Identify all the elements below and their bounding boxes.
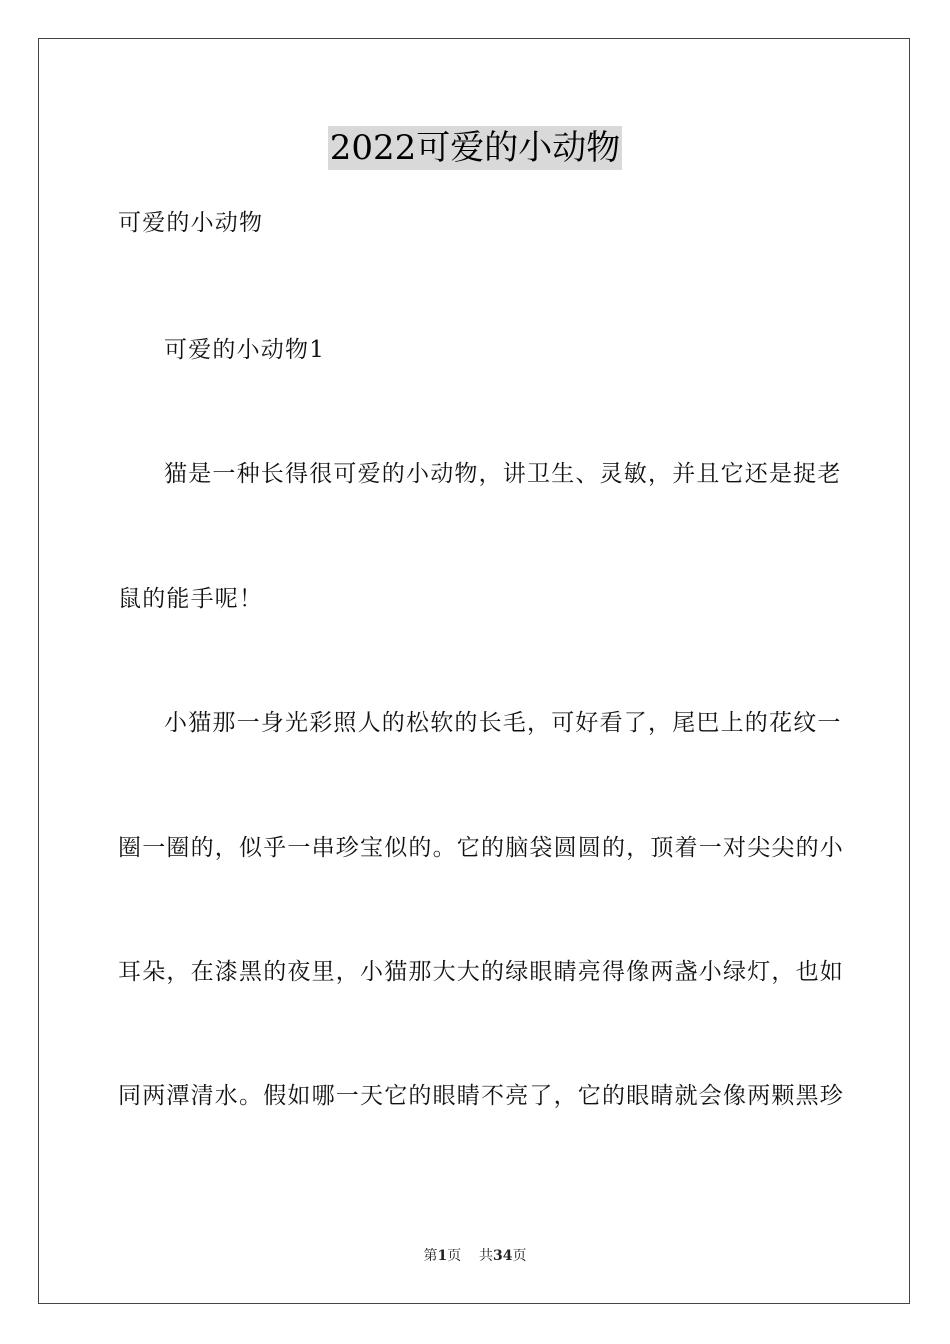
page-number: 1 [437,1248,448,1264]
total-pages: 34 [493,1248,513,1264]
paragraph-line: 鼠的能手呢！ [118,586,264,612]
paragraph-line: 圈一圈的，似乎一串珍宝似的。它的脑袋圆圆的，顶着一对尖尖的小 [118,835,844,861]
document-title: 2022可爱的小动物 [329,128,621,168]
total-suffix: 页 [512,1248,527,1264]
document-subtitle: 可爱的小动物 [118,210,264,236]
paragraph-line: 小猫那一身光彩照人的松软的长毛，可好看了，尾巴上的花纹一 [164,710,842,736]
paragraph-line: 猫是一种长得很可爱的小动物，讲卫生、灵敏，并且它还是捉老 [164,461,842,487]
title-container [0,126,950,170]
page-prefix: 第 [423,1248,438,1264]
total-prefix: 共 [479,1248,494,1264]
paragraph-line: 耳朵，在漆黑的夜里，小猫那大大的绿眼睛亮得像两盏小绿灯，也如 [118,959,844,985]
page-suffix: 页 [447,1248,462,1264]
page-footer [0,1246,950,1266]
paragraph-line: 同两潭清水。假如哪一天它的眼睛不亮了，它的眼睛就会像两颗黑珍 [118,1083,844,1109]
section-heading: 可爱的小动物1 [164,337,326,363]
